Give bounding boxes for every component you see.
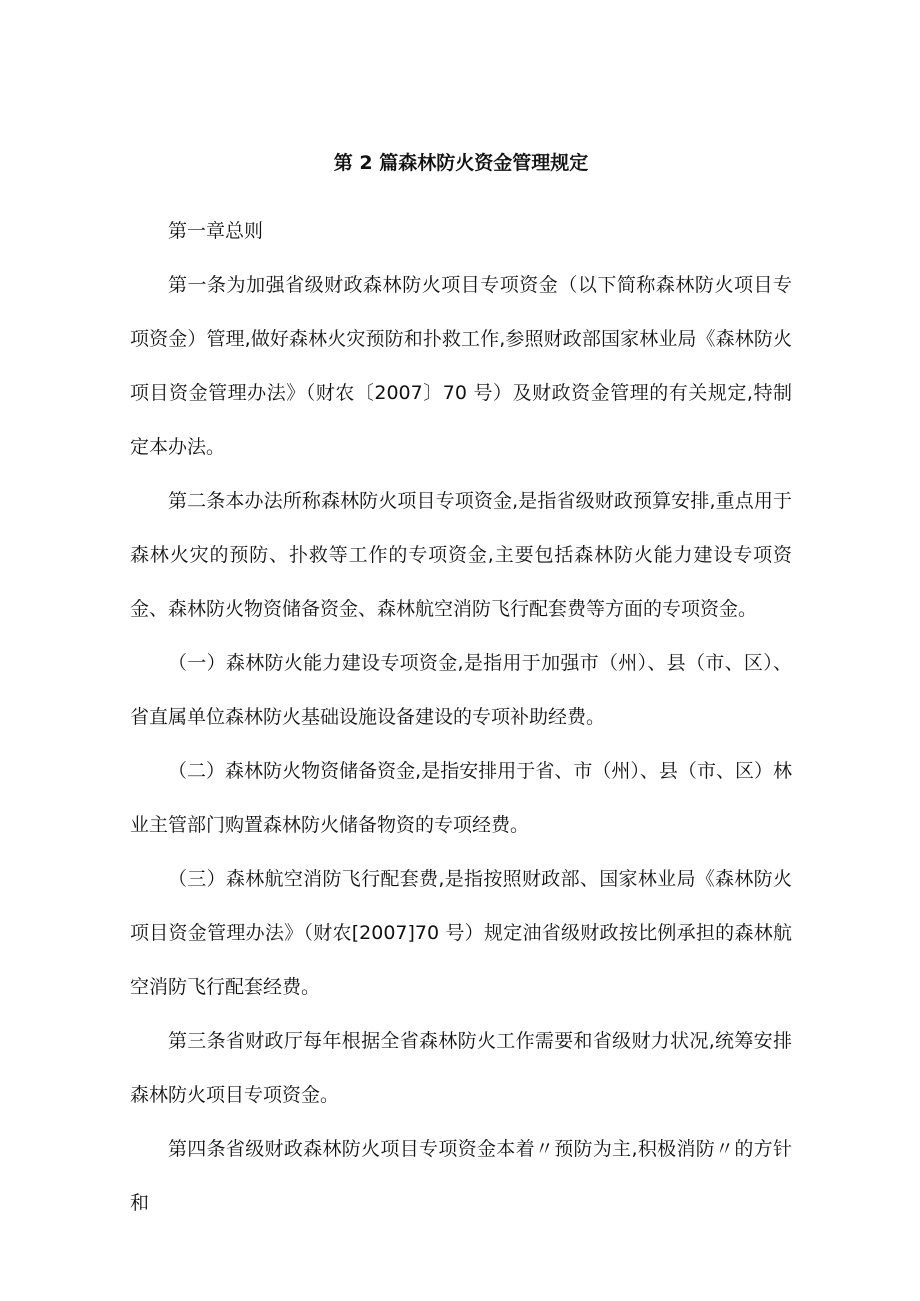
chapter-heading: 第一章总则 xyxy=(168,220,264,242)
paragraph-article-1: 第一条为加强省级财政森林防火项目专项资金（以下简称森林防火项目专项资金）管理,做好森林火灾预防和扑救工作,参照财政部国家林业局《森林防火项目资金管理办法》（财农〔2007〕70 号）及财政资金管理的有关规定,特制定本办法。 xyxy=(130,274,792,458)
paragraph-item-1: （一）森林防火能力建设专项资金,是指用于加强市（州）、县（市、区）、省直属单位森林防火基础设施设备建设的专项补助经费。 xyxy=(130,652,792,728)
document-page xyxy=(130,148,792,1230)
paragraph-item-3: （三）森林航空消防飞行配套费,是指按照财政部、国家林业局《森林防火项目资金管理办法》（财农[2007]70 号）规定油省级财政按比例承担的森林航空消防飞行配套经费。 xyxy=(130,868,792,998)
paragraph-article-4: 第四条省级财政森林防火项目专项资金本着〃预防为主,积极消防〃的方针和 xyxy=(130,1138,792,1214)
paragraph-item-2: （二）森林防火物资储备资金,是指安排用于省、市（州）、县（市、区）林业主管部门购置森林防火储备物资的专项经费。 xyxy=(130,760,792,836)
document-title: 第 2 篇森林防火资金管理规定 xyxy=(333,152,589,174)
paragraph-article-2: 第二条本办法所称森林防火项目专项资金,是指省级财政预算安排,重点用于森林火灾的预防、扑救等工作的专项资金,主要包括森林防火能力建设专项资金、森林防火物资储备资金、森林航空消防飞行配套费等方面的专项资金。 xyxy=(130,490,792,620)
paragraph-article-3: 第三条省财政厅每年根据全省森林防火工作需要和省级财力状况,统筹安排森林防火项目专项资金。 xyxy=(130,1030,792,1106)
